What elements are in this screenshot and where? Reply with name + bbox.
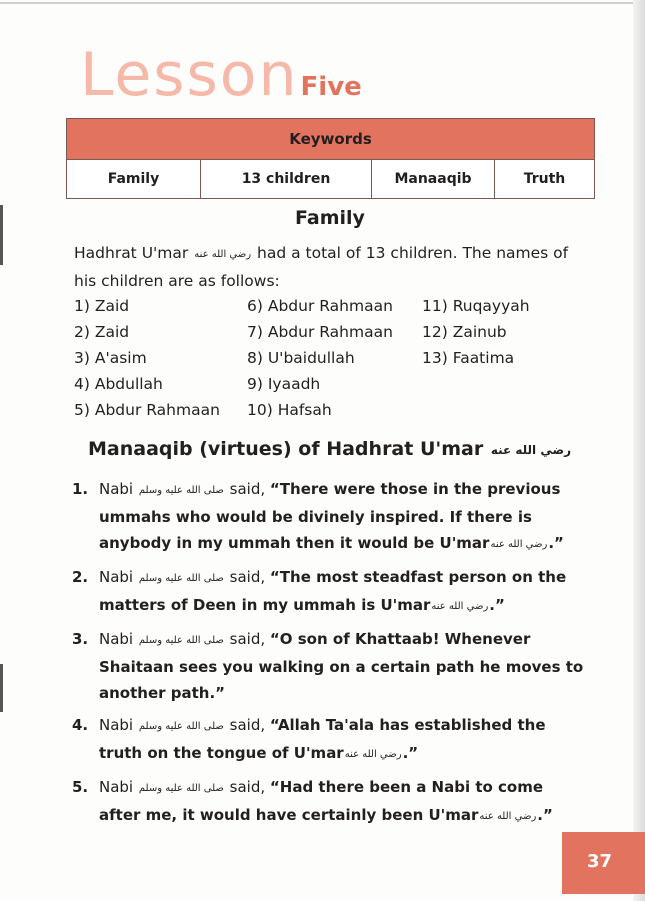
child-item: 2) Zaid	[74, 323, 130, 341]
radhiyallahu-anhu-honorific: رضي الله عنه	[490, 539, 548, 550]
children-column	[74, 293, 220, 423]
virtue-number: 5.	[72, 778, 89, 796]
radhiyallahu-anhu-honorific: رضي الله عنه	[479, 811, 537, 822]
virtues-list	[72, 476, 584, 836]
virtue-said: said,	[229, 630, 266, 648]
virtue-quote: “O son of Khattaab! Whenever Shaitaan sees you walking on a certain path he moves to another path.”	[99, 630, 584, 702]
intro-before: Hadhrat U'mar	[74, 244, 189, 262]
virtue-quote: “Had there been a Nabi to come after me, it would have certainly been U'mar	[99, 778, 544, 824]
virtue-said: said,	[229, 778, 266, 796]
keywords-table	[66, 118, 595, 199]
virtue-subject: Nabi	[99, 568, 134, 586]
top-rule	[0, 2, 645, 4]
virtue-quote: “There were those in the previous ummahs who would be divinely inspired. If there is anybody in my ummah then it would be U'mar	[99, 480, 561, 552]
virtue-subject: Nabi	[99, 630, 134, 648]
children-column	[422, 293, 530, 371]
virtue-number: 2.	[72, 568, 89, 586]
virtue-quote-end: .”	[489, 596, 505, 614]
radhiyallahu-anhu-honorific: رضي الله عنه	[431, 601, 489, 612]
lesson-number: Five	[300, 72, 362, 102]
virtue-item	[72, 712, 584, 768]
manaqib-heading	[0, 438, 645, 460]
virtue-item	[72, 564, 584, 620]
virtue-quote-end: .”	[537, 806, 553, 824]
virtue-said: said,	[229, 568, 266, 586]
page-number: 37	[586, 851, 613, 872]
virtue-number: 4.	[72, 716, 89, 734]
keyword-cell: Truth	[495, 160, 595, 199]
virtue-quote-end: .”	[548, 534, 564, 552]
intro-after: had a total of 13 children. The names of his children are as follows:	[74, 244, 569, 290]
child-item: 7) Abdur Rahmaan	[247, 323, 393, 341]
manaqib-heading-text: Manaaqib (virtues) of Hadhrat U'mar	[88, 438, 484, 460]
sallallahu-alaihi-wasallam-honorific: صلى الله عليه وسلم	[138, 783, 224, 794]
virtue-subject: Nabi	[99, 480, 134, 498]
virtue-number: 1.	[72, 480, 89, 498]
child-item: 11) Ruqayyah	[422, 297, 530, 315]
child-item: 3) A'asim	[74, 349, 147, 367]
virtue-quote: “The most steadfast person on the matters of Deen in my ummah is U'mar	[99, 568, 567, 614]
child-item: 6) Abdur Rahmaan	[247, 297, 393, 315]
virtue-subject: Nabi	[99, 778, 134, 796]
family-intro	[74, 240, 594, 294]
family-heading: Family	[295, 207, 365, 229]
virtue-item	[72, 476, 584, 558]
virtue-subject: Nabi	[99, 716, 134, 734]
sallallahu-alaihi-wasallam-honorific: صلى الله عليه وسلم	[138, 485, 224, 496]
child-item: 5) Abdur Rahmaan	[74, 401, 220, 419]
keywords-header: Keywords	[67, 119, 595, 160]
virtue-said: said,	[229, 480, 266, 498]
virtue-quote-end: .”	[402, 744, 419, 762]
virtue-number: 3.	[72, 630, 89, 648]
keyword-cell: Manaaqib	[372, 160, 495, 199]
children-column	[247, 293, 393, 423]
keyword-cell: Family	[67, 160, 201, 199]
sallallahu-alaihi-wasallam-honorific: صلى الله عليه وسلم	[138, 573, 224, 584]
child-item: 9) Iyaadh	[247, 375, 321, 393]
keyword-cell: 13 children	[201, 160, 372, 199]
sallallahu-alaihi-wasallam-honorific: صلى الله عليه وسلم	[138, 721, 224, 732]
lesson-title	[80, 40, 362, 110]
child-item: 12) Zainub	[422, 323, 507, 341]
radhiyallahu-anhu-honorific: رضي الله عنه	[344, 749, 402, 760]
page-number-tab	[562, 832, 645, 894]
sallallahu-alaihi-wasallam-honorific: صلى الله عليه وسلم	[138, 635, 224, 646]
radhiyallahu-anhu-honorific: رضي الله عنه	[194, 249, 252, 260]
virtue-item	[72, 626, 584, 706]
child-item: 1) Zaid	[74, 297, 130, 315]
child-item: 8) U'baidullah	[247, 349, 355, 367]
lesson-word: Lesson	[80, 40, 299, 110]
virtue-item	[72, 774, 584, 830]
radhiyallahu-anhu-honorific: رضي الله عنه	[490, 443, 571, 457]
child-item: 4) Abdullah	[74, 375, 163, 393]
child-item: 10) Hafsah	[247, 401, 332, 419]
scan-mark-left-bottom	[0, 664, 3, 712]
virtue-quote: “Allah Ta'ala has established the truth on the tongue of U'mar	[99, 716, 546, 762]
virtue-said: said,	[229, 716, 266, 734]
child-item: 13) Faatima	[422, 349, 515, 367]
